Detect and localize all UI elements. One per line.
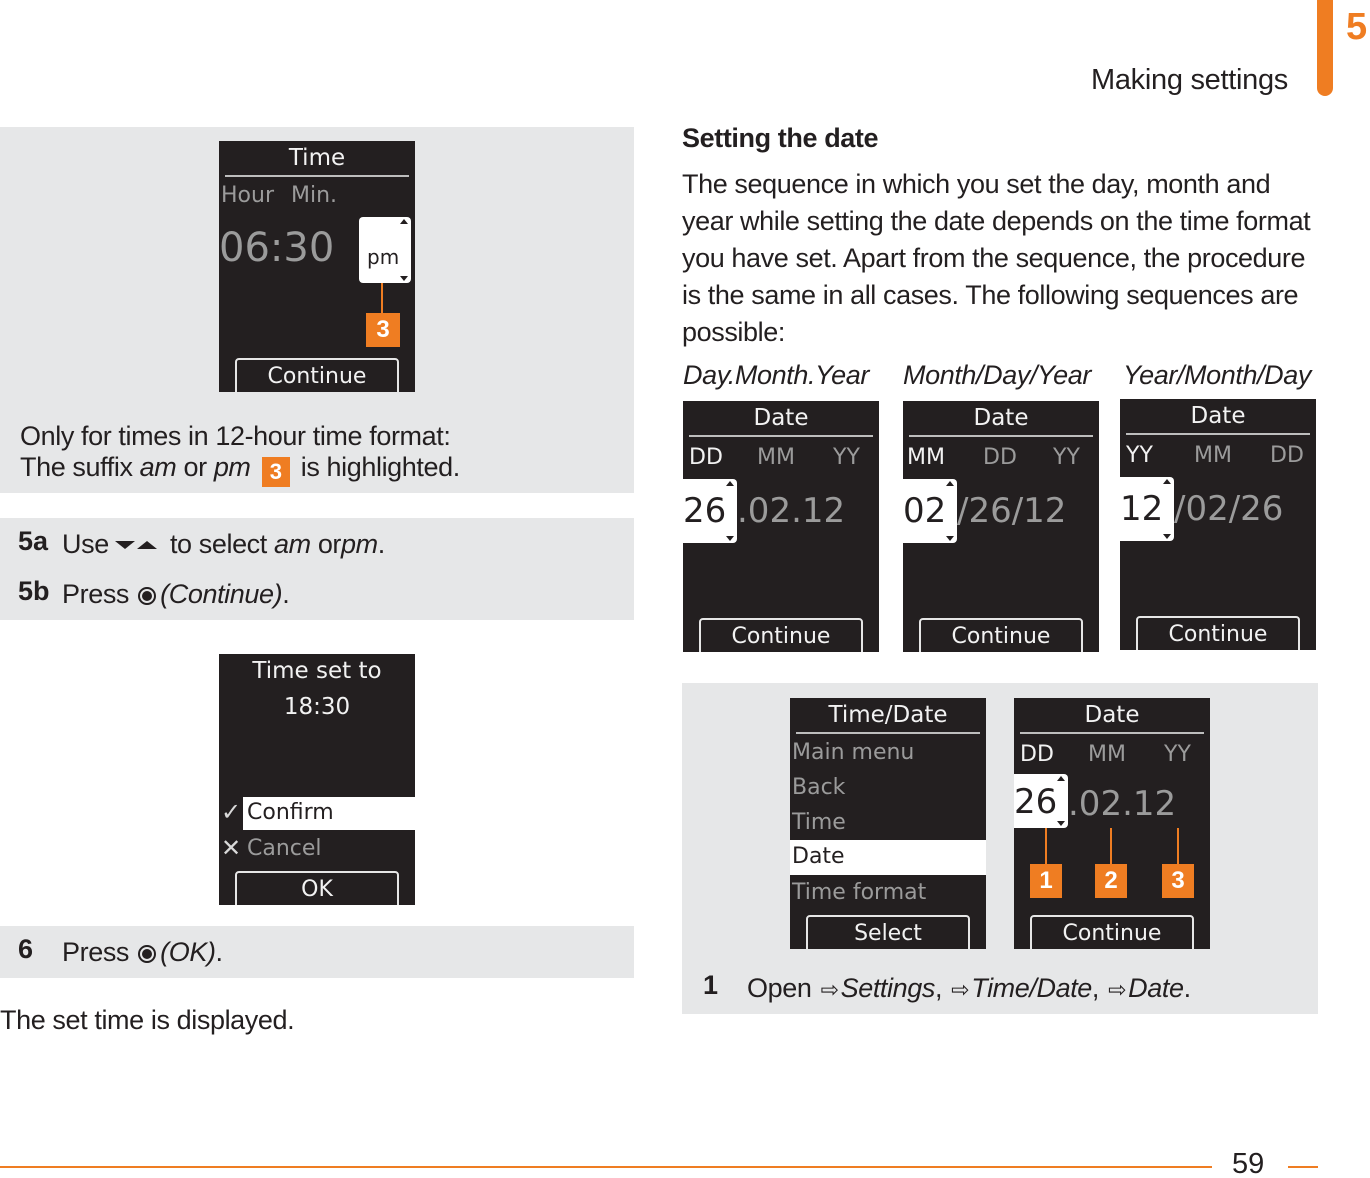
callout-line-3 xyxy=(381,283,383,315)
page-number: 59 xyxy=(1232,1148,1265,1178)
device-screen-time xyxy=(219,141,415,392)
menu-arrow-icon: ⇨ xyxy=(820,977,839,1002)
up-arrow-icon xyxy=(1057,776,1065,781)
up-arrow-icon xyxy=(1163,479,1171,484)
step-5b-press: Press xyxy=(62,579,130,609)
menu-item-date-label: Date xyxy=(792,844,845,869)
up-arrow-icon xyxy=(726,481,734,486)
min-label: Min. xyxy=(291,183,338,208)
callout-line-1 xyxy=(1045,828,1047,866)
step-1-open: Open xyxy=(747,973,812,1003)
note-text-a: The suffix xyxy=(20,452,140,482)
date-rest: /02/26 xyxy=(1174,489,1284,529)
continue-button[interactable]: Continue xyxy=(235,358,399,392)
device-screen-date-mdy xyxy=(903,401,1099,652)
cancel-option[interactable]: Cancel xyxy=(247,836,322,861)
down-arrow-icon xyxy=(946,536,954,541)
intro-line-3: you have set. Apart from the sequence, the procedure xyxy=(682,243,1306,273)
device-screen-date-dmy xyxy=(683,401,879,652)
suffix-value: pm xyxy=(367,245,400,269)
menu-item-date[interactable] xyxy=(790,840,986,875)
callout-line-2 xyxy=(1110,828,1112,866)
continue-button[interactable]: Continue xyxy=(699,618,863,652)
note-pm: pm xyxy=(213,452,251,482)
column-label-2: DD xyxy=(983,445,1017,470)
confirm-label: Confirm xyxy=(247,800,334,825)
intro-line-4: is the same in all cases. The following sequences are xyxy=(682,280,1299,310)
confirm-option[interactable] xyxy=(243,797,415,830)
up-button-icon xyxy=(137,541,157,549)
selected-value: 02 xyxy=(903,491,947,531)
callout-line-3 xyxy=(1177,828,1179,866)
hour-label: Hour xyxy=(221,183,274,208)
continue-button[interactable]: Continue xyxy=(1136,616,1300,650)
selected-field[interactable] xyxy=(903,479,957,543)
intro-line-5: possible: xyxy=(682,317,785,347)
menu-arrow-icon: ⇨ xyxy=(951,977,970,1002)
column-label-3: DD xyxy=(1270,443,1304,468)
note-text-b: is highlighted. xyxy=(293,452,460,482)
title-divider xyxy=(1126,433,1310,435)
step-1-text xyxy=(747,970,1191,1008)
menu-item-back[interactable]: Back xyxy=(792,775,846,800)
step-5a-use: Use xyxy=(62,529,109,559)
step-5b-action: (Continue) xyxy=(160,579,283,609)
title-divider xyxy=(909,435,1093,437)
note-12-hour: Only for times in 12-hour time format: xyxy=(20,421,451,451)
time-value: 06:30 xyxy=(219,225,335,271)
down-arrow-icon xyxy=(726,536,734,541)
device-screen-time-set xyxy=(219,654,415,905)
step-5a-end: . xyxy=(377,529,385,559)
checkmark-icon: ✓ xyxy=(221,798,242,826)
step-number-1: 1 xyxy=(703,970,719,1000)
running-header: Making settings xyxy=(1091,64,1288,96)
step-6-end: . xyxy=(215,937,223,967)
menu-arrow-icon: ⇨ xyxy=(1108,977,1127,1002)
column-label-3: YY xyxy=(833,445,860,470)
continue-button[interactable]: Continue xyxy=(1030,915,1194,949)
step-5b-end: . xyxy=(282,579,290,609)
screen-title-line2: 18:30 xyxy=(283,694,351,720)
selected-value: 26 xyxy=(1014,782,1058,822)
format-label-ymd: Year/Month/Day xyxy=(1123,360,1312,390)
selected-field[interactable] xyxy=(683,479,737,543)
step-5a-am: am xyxy=(274,529,311,559)
step-1-sep-1: , xyxy=(934,973,950,1003)
down-arrow-icon xyxy=(1163,534,1171,539)
title-divider xyxy=(1020,732,1204,734)
continue-button[interactable]: Continue xyxy=(919,618,1083,652)
device-screen-time-date-menu xyxy=(790,698,986,949)
closing-text: The set time is displayed. xyxy=(0,1005,295,1035)
step-number-5b: 5b xyxy=(18,576,50,606)
step-6-press: Press xyxy=(62,937,130,967)
step-1-path-time-date: Time/Date xyxy=(971,973,1092,1003)
cross-icon: ✕ xyxy=(221,834,242,862)
column-label-1: MM xyxy=(907,445,945,470)
column-label-3: YY xyxy=(1053,445,1080,470)
step-1-path-settings: Settings xyxy=(840,973,935,1003)
step-5a-to-select: to select xyxy=(169,529,274,559)
screen-title: Date xyxy=(1190,403,1246,429)
date-rest: /26/12 xyxy=(957,491,1067,531)
chapter-tab xyxy=(1317,0,1333,96)
section-heading: Setting the date xyxy=(682,123,879,153)
footer-rule-right xyxy=(1288,1166,1318,1168)
screen-title: Time/Date xyxy=(828,702,948,728)
intro-line-2: year while setting the date depends on the time format xyxy=(682,206,1311,236)
column-label-1: YY xyxy=(1126,443,1153,468)
step-number-5a: 5a xyxy=(18,526,49,556)
format-label-dmy: Day.Month.Year xyxy=(683,360,869,390)
footer-rule-left xyxy=(0,1166,1212,1168)
column-label-2: MM xyxy=(1194,443,1232,468)
callout-3: 3 xyxy=(366,313,400,347)
date-rest: .02.12 xyxy=(737,491,846,531)
step-5a-text xyxy=(62,526,385,563)
screen-title: Date xyxy=(753,405,809,431)
ok-button-icon xyxy=(138,587,156,605)
step-5b-text xyxy=(62,576,289,613)
step-6-text xyxy=(62,934,223,971)
down-button-icon xyxy=(115,541,135,549)
chapter-number: 5 xyxy=(1346,6,1368,48)
step-1-end: . xyxy=(1183,973,1191,1003)
screen-title: Date xyxy=(973,405,1029,431)
note-suffix xyxy=(20,449,460,487)
column-label-1: DD xyxy=(689,445,723,470)
note-callout-3: 3 xyxy=(262,457,290,487)
title-divider xyxy=(225,175,409,177)
callout-3: 3 xyxy=(1162,864,1194,898)
device-screen-date-ymd xyxy=(1120,399,1316,650)
selected-field[interactable] xyxy=(1014,774,1068,828)
select-button[interactable]: Select xyxy=(806,915,970,949)
step-6-action: (OK) xyxy=(160,937,216,967)
panel-step-1 xyxy=(682,683,1318,1014)
menu-item-time-format[interactable]: Time format xyxy=(792,880,927,905)
step-1-path-date: Date xyxy=(1128,973,1184,1003)
column-label-mm: MM xyxy=(1088,742,1126,767)
note-am: am xyxy=(139,452,177,482)
ok-button-icon xyxy=(138,945,156,963)
title-divider xyxy=(689,435,873,437)
step-1-sep-2: , xyxy=(1091,973,1107,1003)
callout-1: 1 xyxy=(1030,864,1062,898)
up-arrow-icon xyxy=(400,219,408,224)
screen-title-line1: Time set to xyxy=(252,658,382,684)
selected-field[interactable] xyxy=(1120,477,1174,541)
column-label-yy: YY xyxy=(1164,742,1191,767)
intro-line-1: The sequence in which you set the day, month and xyxy=(682,169,1271,199)
column-label-dd: DD xyxy=(1020,742,1054,767)
title-divider xyxy=(796,732,980,734)
step-5a-or: or xyxy=(310,529,342,559)
screen-title: Time xyxy=(288,145,346,171)
callout-2: 2 xyxy=(1095,864,1127,898)
down-arrow-icon xyxy=(1057,821,1065,826)
down-arrow-icon xyxy=(400,276,408,281)
device-screen-date-callouts xyxy=(1014,698,1210,949)
screen-title: Date xyxy=(1084,702,1140,728)
column-label-2: MM xyxy=(757,445,795,470)
suffix-selector[interactable] xyxy=(359,217,411,283)
up-arrow-icon xyxy=(946,481,954,486)
step-5a-pm: pm xyxy=(341,529,378,559)
ok-button[interactable]: OK xyxy=(235,871,399,905)
step-number-6: 6 xyxy=(18,934,34,964)
selected-value: 12 xyxy=(1120,489,1164,529)
format-label-mdy: Month/Day/Year xyxy=(903,360,1092,390)
menu-item-time[interactable]: Time xyxy=(792,810,846,835)
selected-value: 26 xyxy=(683,491,727,531)
date-rest: .02.12 xyxy=(1068,784,1177,824)
menu-item-main-menu[interactable]: Main menu xyxy=(792,740,915,765)
note-or: or xyxy=(176,452,214,482)
